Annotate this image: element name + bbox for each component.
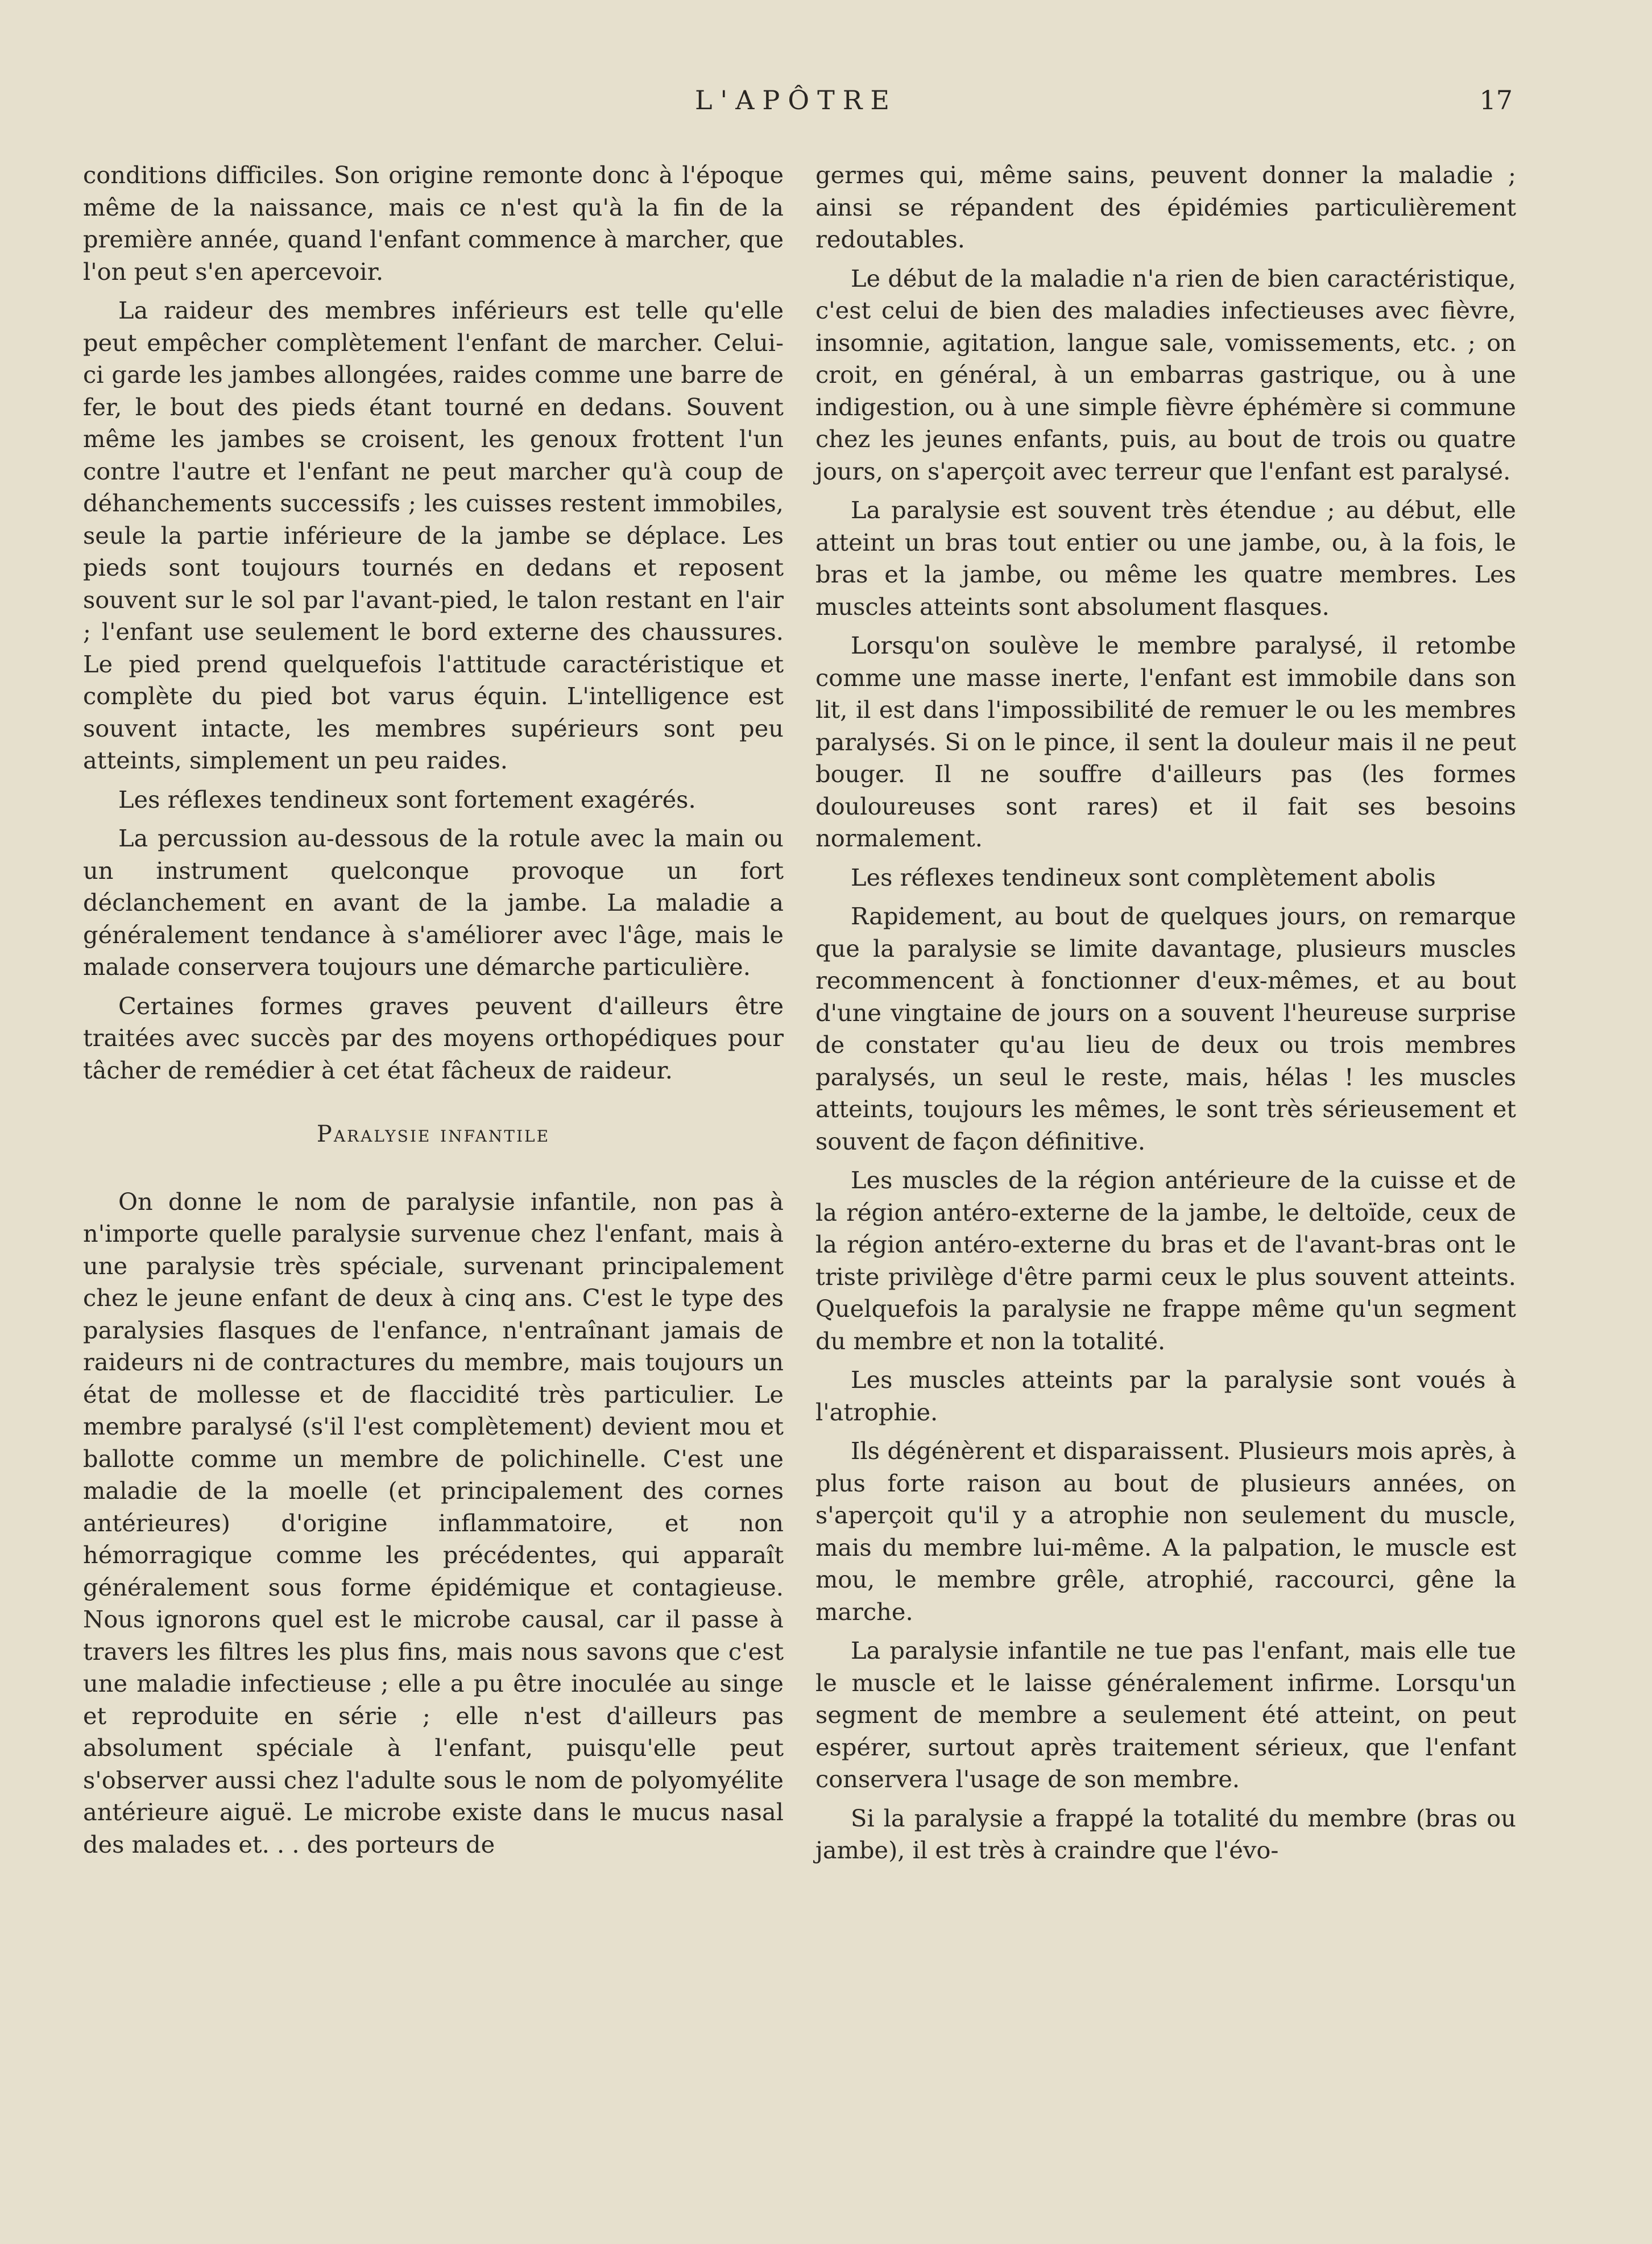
- paragraph: Les réflexes tendineux sont complètement abolis: [851, 863, 1436, 891]
- paragraph: conditions difficiles. Son origine remonte donc à l'époque même de la naissance, mais ce n'est qu'à la fin de la première année, quand l'enfant commence à marcher, que l'on peut s'en apercevoir.: [83, 161, 784, 286]
- paragraph: Si la paralysie a frappé la totalité du membre (bras ou jambe), il est très à craindre que l'évo-: [815, 1804, 1516, 1864]
- paragraph: On donne le nom de paralysie infantile, non pas à n'importe quelle paralysie survenue chez l'enfant, mais à une paralysie très spéciale, survenant principalement chez le jeune enfant de deux à cinq ans. C'est le type des paralysies flasques de l'enfance, n'entraînant jamais de raideurs ni de contractures du membre, mais toujours un état de mollesse et de flaccidité très particulier. Le membre paralysé (s'il l'est complètement) devient mou et ballotte comme un membre de polichinelle. C'est une maladie de la moelle (et principalement des cornes antérieures) d'origine inflammatoire, et non hémorragique comme les précédentes, qui apparaît généralement sous forme épidémique et contagieuse. Nous ignorons quel est le microbe causal, car il passe à travers les filtres les plus fins, mais nous savons que c'est une maladie infectieuse ; elle a pu être inoculée au singe et reproduite en série ; elle n'est d'ailleurs pas absolument spéciale à l'enfant, puisqu'elle peut s'observer aussi chez l'adulte sous le nom de polyomyélite antérieure aiguë. Le microbe existe dans le mucus nasal des malades et. . . des porteurs de: [83, 1187, 784, 1858]
- paragraph: Lorsqu'on soulève le membre paralysé, il retombe comme une masse inerte, l'enfant est immobile dans son lit, il est dans l'impossibilité de remuer le ou les membres paralysés. Si on le pince, il sent la douleur mais il ne peut bouger. Il ne souffre d'ailleurs pas (les formes douloureuses sont rares) et il fait ses besoins normalement.: [815, 631, 1516, 852]
- page-number: 17: [1479, 85, 1513, 115]
- paragraph: Certaines formes graves peuvent d'ailleurs être traitées avec succès par des moyens orthopédiques pour tâcher de remédier à cet état fâcheux de raideur.: [83, 991, 784, 1084]
- paragraph: Le début de la maladie n'a rien de bien caractéristique, c'est celui de bien des maladies infectieuses avec fièvre, insomnie, agitation, langue sale, vomissements, etc. ; on croit, en général, à un embarras gastrique, ou à une indigestion, ou à une simple fièvre éphémère si commune chez les jeunes enfants, puis, au bout de trois ou quatre jours, on s'aperçoit avec terreur que l'enfant est paralysé.: [815, 264, 1516, 485]
- paragraph: La percussion au-dessous de la rotule avec la main ou un instrument quelconque provoque un fort déclanchement en avant de la jambe. La maladie a généralement tendance à s'améliorer avec l'âge, mais le malade conservera toujours une démarche particulière.: [83, 824, 784, 981]
- paragraph: Les muscles de la région antérieure de la cuisse et de la région antéro-externe de la jambe, le deltoïde, ceux de la région antéro-externe du bras et de l'avant-bras ont le triste privilège d'être parmi ceux le plus souvent atteints. Quelquefois la paralysie ne frappe même qu'un segment du membre et non la totalité.: [815, 1166, 1516, 1355]
- paragraph: Rapidement, au bout de quelques jours, on remarque que la paralysie se limite davantage, plusieurs muscles recommencent à fonctionner d'eux-mêmes, et au bout d'une vingtaine de jours on a souvent l'heureuse surprise de constater qu'au lieu de deux ou trois membres paralysés, un seul le reste, mais, hélas ! les muscles atteints, toujours les mêmes, le sont très sérieusement et souvent de façon définitive.: [815, 902, 1516, 1155]
- running-title: L'APÔTRE: [695, 85, 897, 115]
- paragraph: Ils dégénèrent et disparaissent. Plusieurs mois après, à plus forte raison au bout de plusieurs années, on s'aperçoit qu'il y a atrophie non seulement du muscle, mais du membre lui-même. A la palpation, le muscle est mou, le membre grêle, atrophié, raccourci, gêne la marche.: [815, 1437, 1516, 1626]
- paragraph: La paralysie est souvent très étendue ; au début, elle atteint un bras tout entier ou une jambe, ou, à la fois, le bras et la jambe, ou même les quatre membres. Les muscles atteints sont absolument flasques.: [815, 496, 1516, 621]
- paragraph: La raideur des membres inférieurs est telle qu'elle peut empêcher complètement l'enfant de marcher. Celui-ci garde les jambes allongées, raides comme une barre de fer, le bout des pieds étant tourné en dedans. Souvent même les jambes se croisent, les genoux frottent l'un contre l'autre et l'enfant ne peut marcher qu'à coup de déhanchements successifs ; les cuisses restent immobiles, seule la partie inférieure de la jambe se déplace. Les pieds sont toujours tournés en dedans et reposent souvent sur le sol par l'avant-pied, le talon restant en l'air ; l'enfant use seulement le bord externe des chaussures. Le pied prend quelquefois l'attitude caractéristique et complète du pied bot varus équin. L'intelligence est souvent intacte, les membres supérieurs sont peu atteints, simplement un peu raides.: [83, 296, 784, 774]
- paragraph: germes qui, même sains, peuvent donner la maladie ; ainsi se répandent des épidémies particulièrement redoutables.: [815, 161, 1516, 253]
- section-heading: Paralysie infantile: [316, 1121, 550, 1147]
- paragraph: La paralysie infantile ne tue pas l'enfant, mais elle tue le muscle et le laisse généralement infirme. Lorsqu'un segment de membre a seulement été atteint, on peut espérer, surtout après traitement sérieux, que l'enfant conservera l'usage de son membre.: [815, 1636, 1516, 1793]
- paragraph: Les réflexes tendineux sont fortement exagérés.: [118, 785, 696, 813]
- left-column: [83, 159, 784, 1867]
- right-column: [815, 159, 1516, 1874]
- paragraph: Les muscles atteints par la paralysie sont voués à l'atrophie.: [815, 1366, 1516, 1426]
- page-header: [80, 82, 1513, 122]
